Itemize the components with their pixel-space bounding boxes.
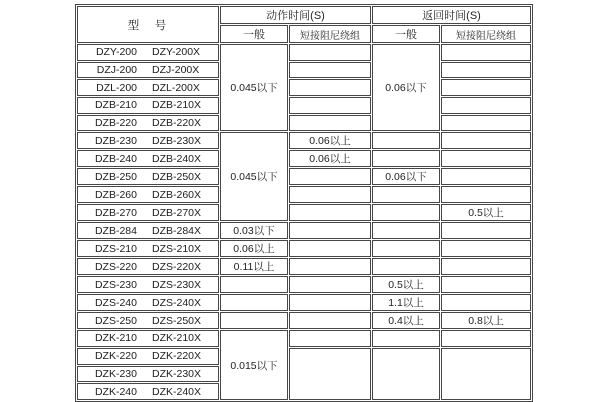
table-row [77,115,531,132]
return-damping-cell [441,258,531,275]
action-general-cell: 0.06以上 [220,240,288,257]
action-damping-cell [289,79,371,96]
return-general-cell [372,222,440,239]
table-row [77,44,531,61]
action-general-cell [220,312,288,329]
table-row [77,222,531,239]
return-general-cell [372,132,440,149]
action-general-cell: 0.03以下 [220,222,288,239]
action-general-header: 一般 [220,25,288,43]
table-row [77,150,531,167]
return-general-cell: 0.5以上 [372,276,440,293]
return-damping-cell [441,294,531,311]
action-damping-header: 短接阻尼绕组 [289,25,371,43]
action-damping-cell: 0.06以上 [289,132,371,149]
model-cell: DZK-210 DZK-210X [77,330,219,347]
table-row [77,312,531,329]
model-cell: DZS-230 DZS-230X [77,276,219,293]
return-damping-cell [441,150,531,167]
return-damping-cell [441,62,531,79]
action-damping-cell [289,115,371,132]
action-damping-cell [289,62,371,79]
return-general-cell [372,186,440,203]
spec-table [75,4,533,402]
model-cell: DZJ-200 DZJ-200X [77,62,219,79]
return-general-cell: 0.06以下 [372,168,440,185]
return-damping-cell [441,132,531,149]
action-damping-cell [289,294,371,311]
model-cell: DZB-220 DZB-220X [77,115,219,132]
model-cell: DZB-270 DZB-270X [77,204,219,221]
return-damping-cell [441,276,531,293]
return-damping-cell [441,222,531,239]
table-row [77,132,531,149]
model-cell: DZS-210 DZS-210X [77,240,219,257]
action-damping-cell [289,312,371,329]
model-cell: DZK-220 DZK-220X [77,348,219,365]
model-cell: DZB-250 DZB-250X [77,168,219,185]
header-row-1 [77,6,531,24]
return-damping-header: 短接阻尼绕组 [441,25,531,43]
model-cell: DZK-240 DZK-240X [77,383,219,400]
action-general-cell [220,294,288,311]
action-damping-cell [289,240,371,257]
return-time-header: 返回时间(S) [372,6,531,24]
action-damping-cell [289,97,371,114]
model-cell: DZB-230 DZB-230X [77,132,219,149]
model-cell: DZY-200 DZY-200X [77,44,219,61]
action-general-cell: 0.11以上 [220,258,288,275]
return-damping-cell: 0.5以上 [441,204,531,221]
return-damping-cell [441,240,531,257]
table-row [77,240,531,257]
model-column-header: 型 号 [77,6,219,43]
action-time-header: 动作时间(S) [220,6,371,24]
action-damping-cell [289,44,371,61]
return-general-header: 一般 [372,25,440,43]
return-damping-cell [441,44,531,61]
table-row [77,168,531,185]
action-damping-cell [289,276,371,293]
model-cell: DZB-260 DZB-260X [77,186,219,203]
table-row [77,97,531,114]
return-general-cell [372,240,440,257]
table-row [77,204,531,221]
action-damping-cell [289,222,371,239]
model-cell: DZS-220 DZS-220X [77,258,219,275]
table-row [77,348,531,365]
return-general-cell: 0.4以上 [372,312,440,329]
return-general-cell: 1.1以上 [372,294,440,311]
table-row [77,62,531,79]
action-damping-cell: 0.06以上 [289,150,371,167]
table-row [77,186,531,203]
return-general-cell [372,204,440,221]
action-general-cell [220,276,288,293]
table-row [77,258,531,275]
model-cell: DZK-230 DZK-230X [77,366,219,383]
action-general-cell: 0.045以下 [220,44,288,131]
return-general-cell: 0.06以下 [372,44,440,131]
model-cell: DZL-200 DZL-200X [77,79,219,96]
return-general-cell [372,258,440,275]
return-damping-cell [441,186,531,203]
action-damping-cell [289,186,371,203]
return-damping-cell [441,330,531,347]
table-row [77,294,531,311]
return-damping-cell [441,115,531,132]
action-general-cell: 0.015以下 [220,330,288,400]
action-damping-cell [289,258,371,275]
action-damping-cell [289,204,371,221]
model-cell: DZB-284 DZB-284X [77,222,219,239]
return-general-cell [372,150,440,167]
table-row [77,79,531,96]
action-damping-cell [289,330,371,347]
action-general-cell: 0.045以下 [220,132,288,221]
action-damping-cell [289,348,371,400]
return-damping-cell: 0.8以上 [441,312,531,329]
return-damping-cell [441,97,531,114]
return-general-cell [372,348,440,400]
return-damping-cell [441,79,531,96]
model-cell: DZS-240 DZS-240X [77,294,219,311]
return-damping-cell [441,348,531,400]
return-general-cell [372,330,440,347]
model-cell: DZB-240 DZB-240X [77,150,219,167]
action-damping-cell [289,168,371,185]
table-row [77,276,531,293]
table-row [77,330,531,347]
return-damping-cell [441,168,531,185]
model-cell: DZB-210 DZB-210X [77,97,219,114]
model-cell: DZS-250 DZS-250X [77,312,219,329]
